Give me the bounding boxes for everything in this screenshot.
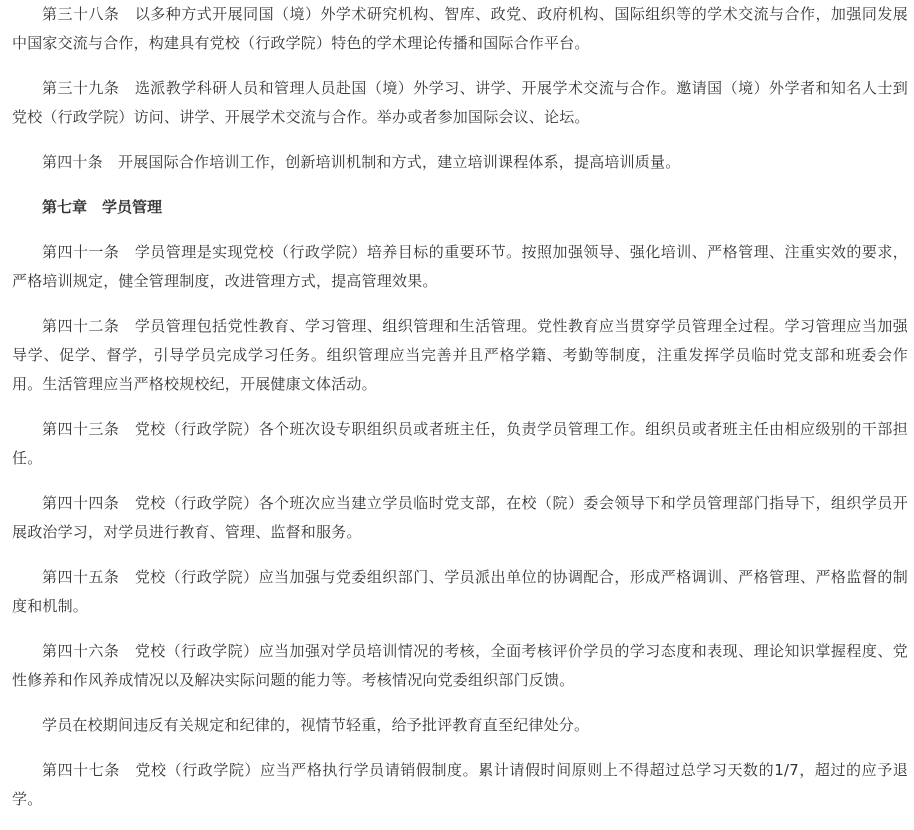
article-46-note: 学员在校期间违反有关规定和纪律的，视情节轻重，给予批评教育直至纪律处分。 <box>42 716 590 734</box>
article-46: 第四十六条 党校（行政学院）应当加强对学员培训情况的考核，全面考核评价学员的学习态度和表现、理论知识掌握程度、党性修养和作风养成情况以及解决实际问题的能力等。考核情况向党委组织部门反馈。 <box>12 642 908 689</box>
article-41: 第四十一条 学员管理是实现党校（行政学院）培养目标的重要环节。按照加强领导、强化培训、严格管理、注重实效的要求，严格培训规定，健全管理制度，改进管理方式，提高管理效果。 <box>12 243 908 290</box>
article-43: 第四十三条 党校（行政学院）各个班次设专职组织员或者班主任，负责学员管理工作。组织员或者班主任由相应级别的干部担任。 <box>12 420 908 467</box>
article-39: 第三十九条 选派教学科研人员和管理人员赴国（境）外学习、讲学、开展学术交流与合作。邀请国（境）外学者和知名人士到党校（行政学院）访问、讲学、开展学术交流与合作。举办或者参加国际会议、论坛。 <box>12 79 908 126</box>
article-42: 第四十二条 学员管理包括党性教育、学习管理、组织管理和生活管理。党性教育应当贯穿学员管理全过程。学习管理应当加强导学、促学、督学，引导学员完成学习任务。组织管理应当完善并且严格学籍、考勤等制度，注重发挥学员临时党支部和班委会作用。生活管理应当严格校规校纪，开展健康文体活动。 <box>12 317 908 393</box>
article-44: 第四十四条 党校（行政学院）各个班次应当建立学员临时党支部，在校（院）委会领导下和学员管理部门指导下，组织学员开展政治学习，对学员进行教育、管理、监督和服务。 <box>12 494 908 541</box>
article-47: 第四十七条 党校（行政学院）应当严格执行学员请销假制度。累计请假时间原则上不得超过总学习天数的1/7，超过的应予退学。 <box>12 761 908 808</box>
article-38: 第三十八条 以多种方式开展同国（境）外学术研究机构、智库、政党、政府机构、国际组织等的学术交流与合作，加强同发展中国家交流与合作，构建具有党校（行政学院）特色的学术理论传播和国际合作平台。 <box>12 5 908 52</box>
article-40: 第四十条 开展国际合作培训工作，创新培训机制和方式，建立培训课程体系，提高培训质量。 <box>42 153 681 171</box>
document-body <box>12 0 908 830</box>
chapter-heading: 第七章 学员管理 <box>42 198 163 216</box>
article-45: 第四十五条 党校（行政学院）应当加强与党委组织部门、学员派出单位的协调配合，形成严格调训、严格管理、严格监督的制度和机制。 <box>12 568 908 615</box>
